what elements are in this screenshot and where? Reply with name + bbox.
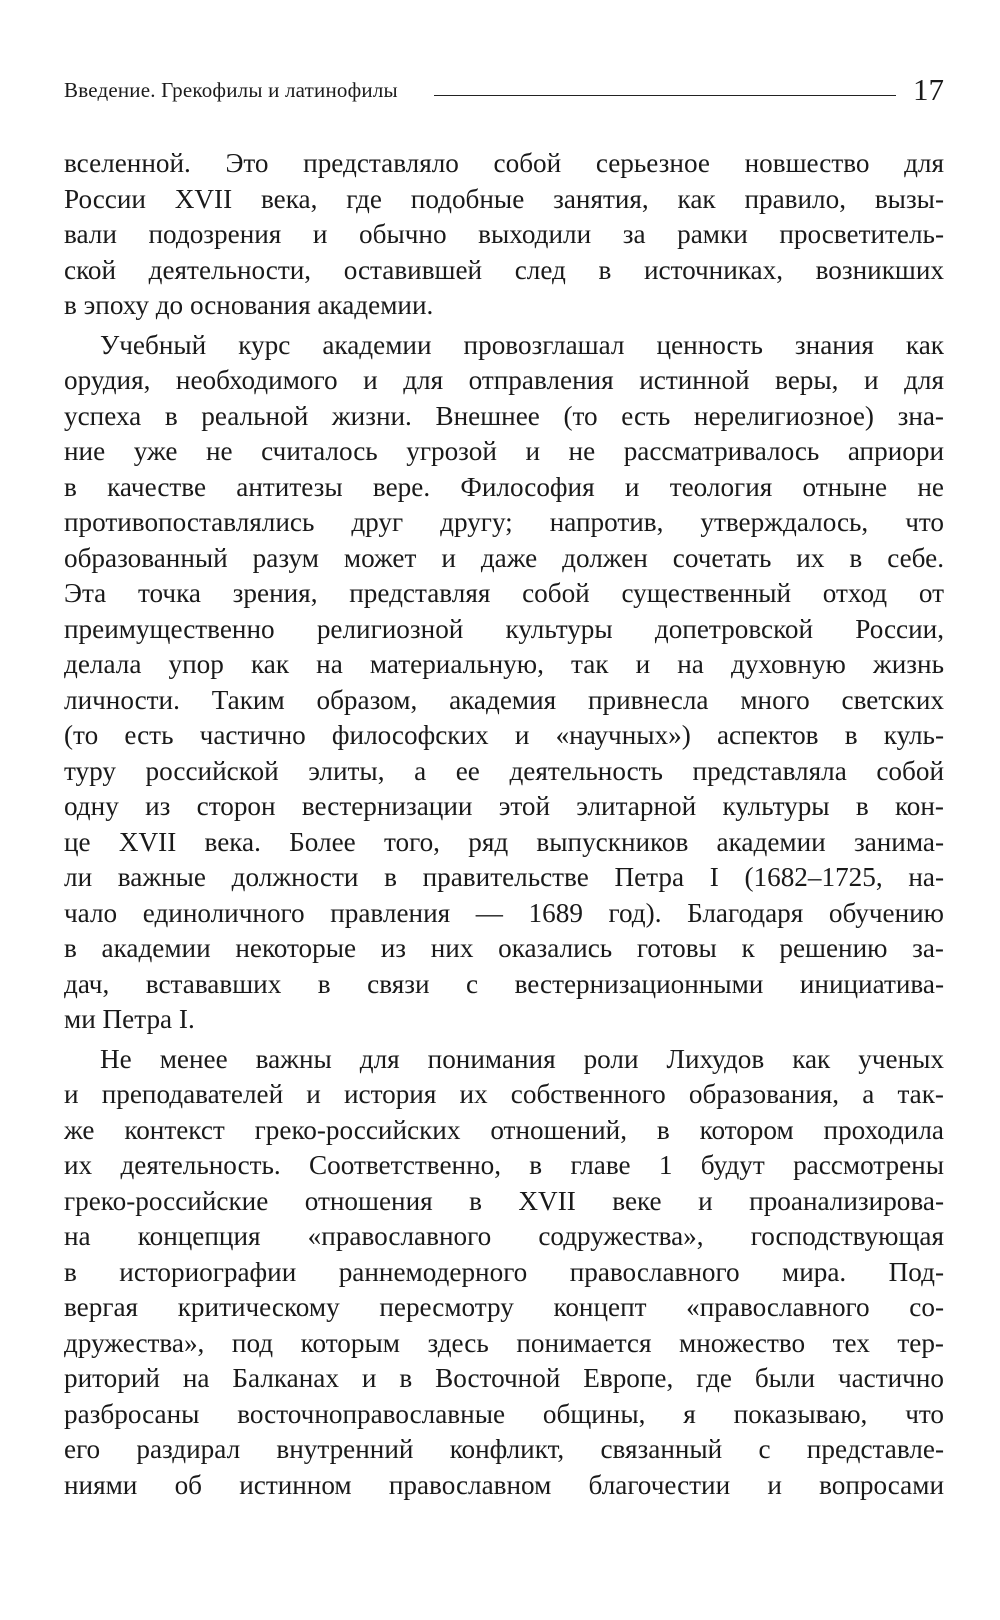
paragraph-3 [64,1042,944,1504]
text-line: ниями об истинном православном благочестии и вопросами [64,1469,944,1500]
text-line: одну из сторон вестернизации этой элитарной культуры в кон- [64,791,944,821]
text-line: Не менее важны для понимания роли Лихудов как ученых [100,1043,944,1074]
text-line: ми Петра I. [64,1004,195,1034]
text-line: их деятельность. Соответственно, в главе 1 будут рассмотрены [64,1150,944,1180]
text-line: це XVII века. Более того, ряд выпускников академии занима- [64,826,944,857]
header-rule [434,95,896,96]
text-line: ли важные должности в правительстве Петра I (1682–1725, на- [64,862,944,892]
text-line: Эта точка зрения, представляя собой существенный отход от [64,578,944,608]
page-number: 17 [913,72,944,107]
text-line: успеха в реальной жизни. Внешнее (то есть нерелигиозное) зна- [64,400,944,431]
text-line: России XVII века, где подобные занятия, как правило, вызы- [64,183,944,214]
text-line: в историографии раннемодерного православного мира. Под- [64,1256,944,1287]
running-title: Введение. Грекофилы и латинофилы [64,78,398,102]
text-line: ской деятельности, оставившей след в источниках, возникших [64,254,944,285]
text-line: риторий на Балканах и в Восточной Европе, где были частично [64,1363,944,1393]
text-line: орудия, необходимого и для отправления истинной веры, и для [64,365,944,395]
running-head [64,70,944,110]
text-line: Учебный курс академии провозглашал ценность знания как [100,329,944,360]
text-line: чало единоличного правления — 1689 год). Благодаря обучению [64,897,944,928]
text-line: разбросаны восточноправославные общины, я показываю, что [64,1398,944,1429]
text-line: вергая критическому пересмотру концепт «православного со- [64,1292,944,1322]
paragraph-1 [64,146,944,324]
text-line: дружества», под которым здесь понимается множество тех тер- [64,1327,944,1358]
text-line: делала упор как на материальную, так и на духовную жизнь [64,649,944,679]
text-line: в академии некоторые из них оказались готовы к решению за- [64,933,944,963]
text-line: вали подозрения и обычно выходили за рамки просветитель- [64,219,944,249]
body-text [64,146,944,1507]
text-line: дач, встававших в связи с вестернизационными инициатива- [64,968,944,999]
paragraph-2 [64,328,944,1038]
text-line: образованный разум может и даже должен сочетать их в себе. [64,542,944,573]
text-line: его раздирал внутренний конфликт, связанный с представле- [64,1434,944,1464]
text-line: противопоставлялись друг другу; напротив, утверждалось, что [64,507,944,537]
text-line: в качестве антитезы вере. Философия и теология отныне не [64,471,944,502]
text-line: (то есть частично философских и «научных») аспектов в куль- [64,720,944,750]
text-line: на концепция «православного содружества», господствующая [64,1221,944,1251]
text-line: туру российской элиты, а ее деятельность представляла собой [64,755,944,786]
text-line: вселенной. Это представляло собой серьезное новшество для [64,148,944,178]
text-line: же контекст греко-российских отношений, в котором проходила [64,1114,944,1145]
text-line: ние уже не считалось угрозой и не рассматривалось априори [64,436,944,466]
text-line: личности. Таким образом, академия привнесла много светских [64,684,944,715]
text-line: и преподавателей и история их собственного образования, а так- [64,1079,944,1109]
text-line: в эпоху до основания академии. [64,290,434,320]
text-line: преимущественно религиозной культуры допетровской России, [64,613,944,644]
text-line: греко-российские отношения в XVII веке и проанализирова- [64,1185,944,1216]
